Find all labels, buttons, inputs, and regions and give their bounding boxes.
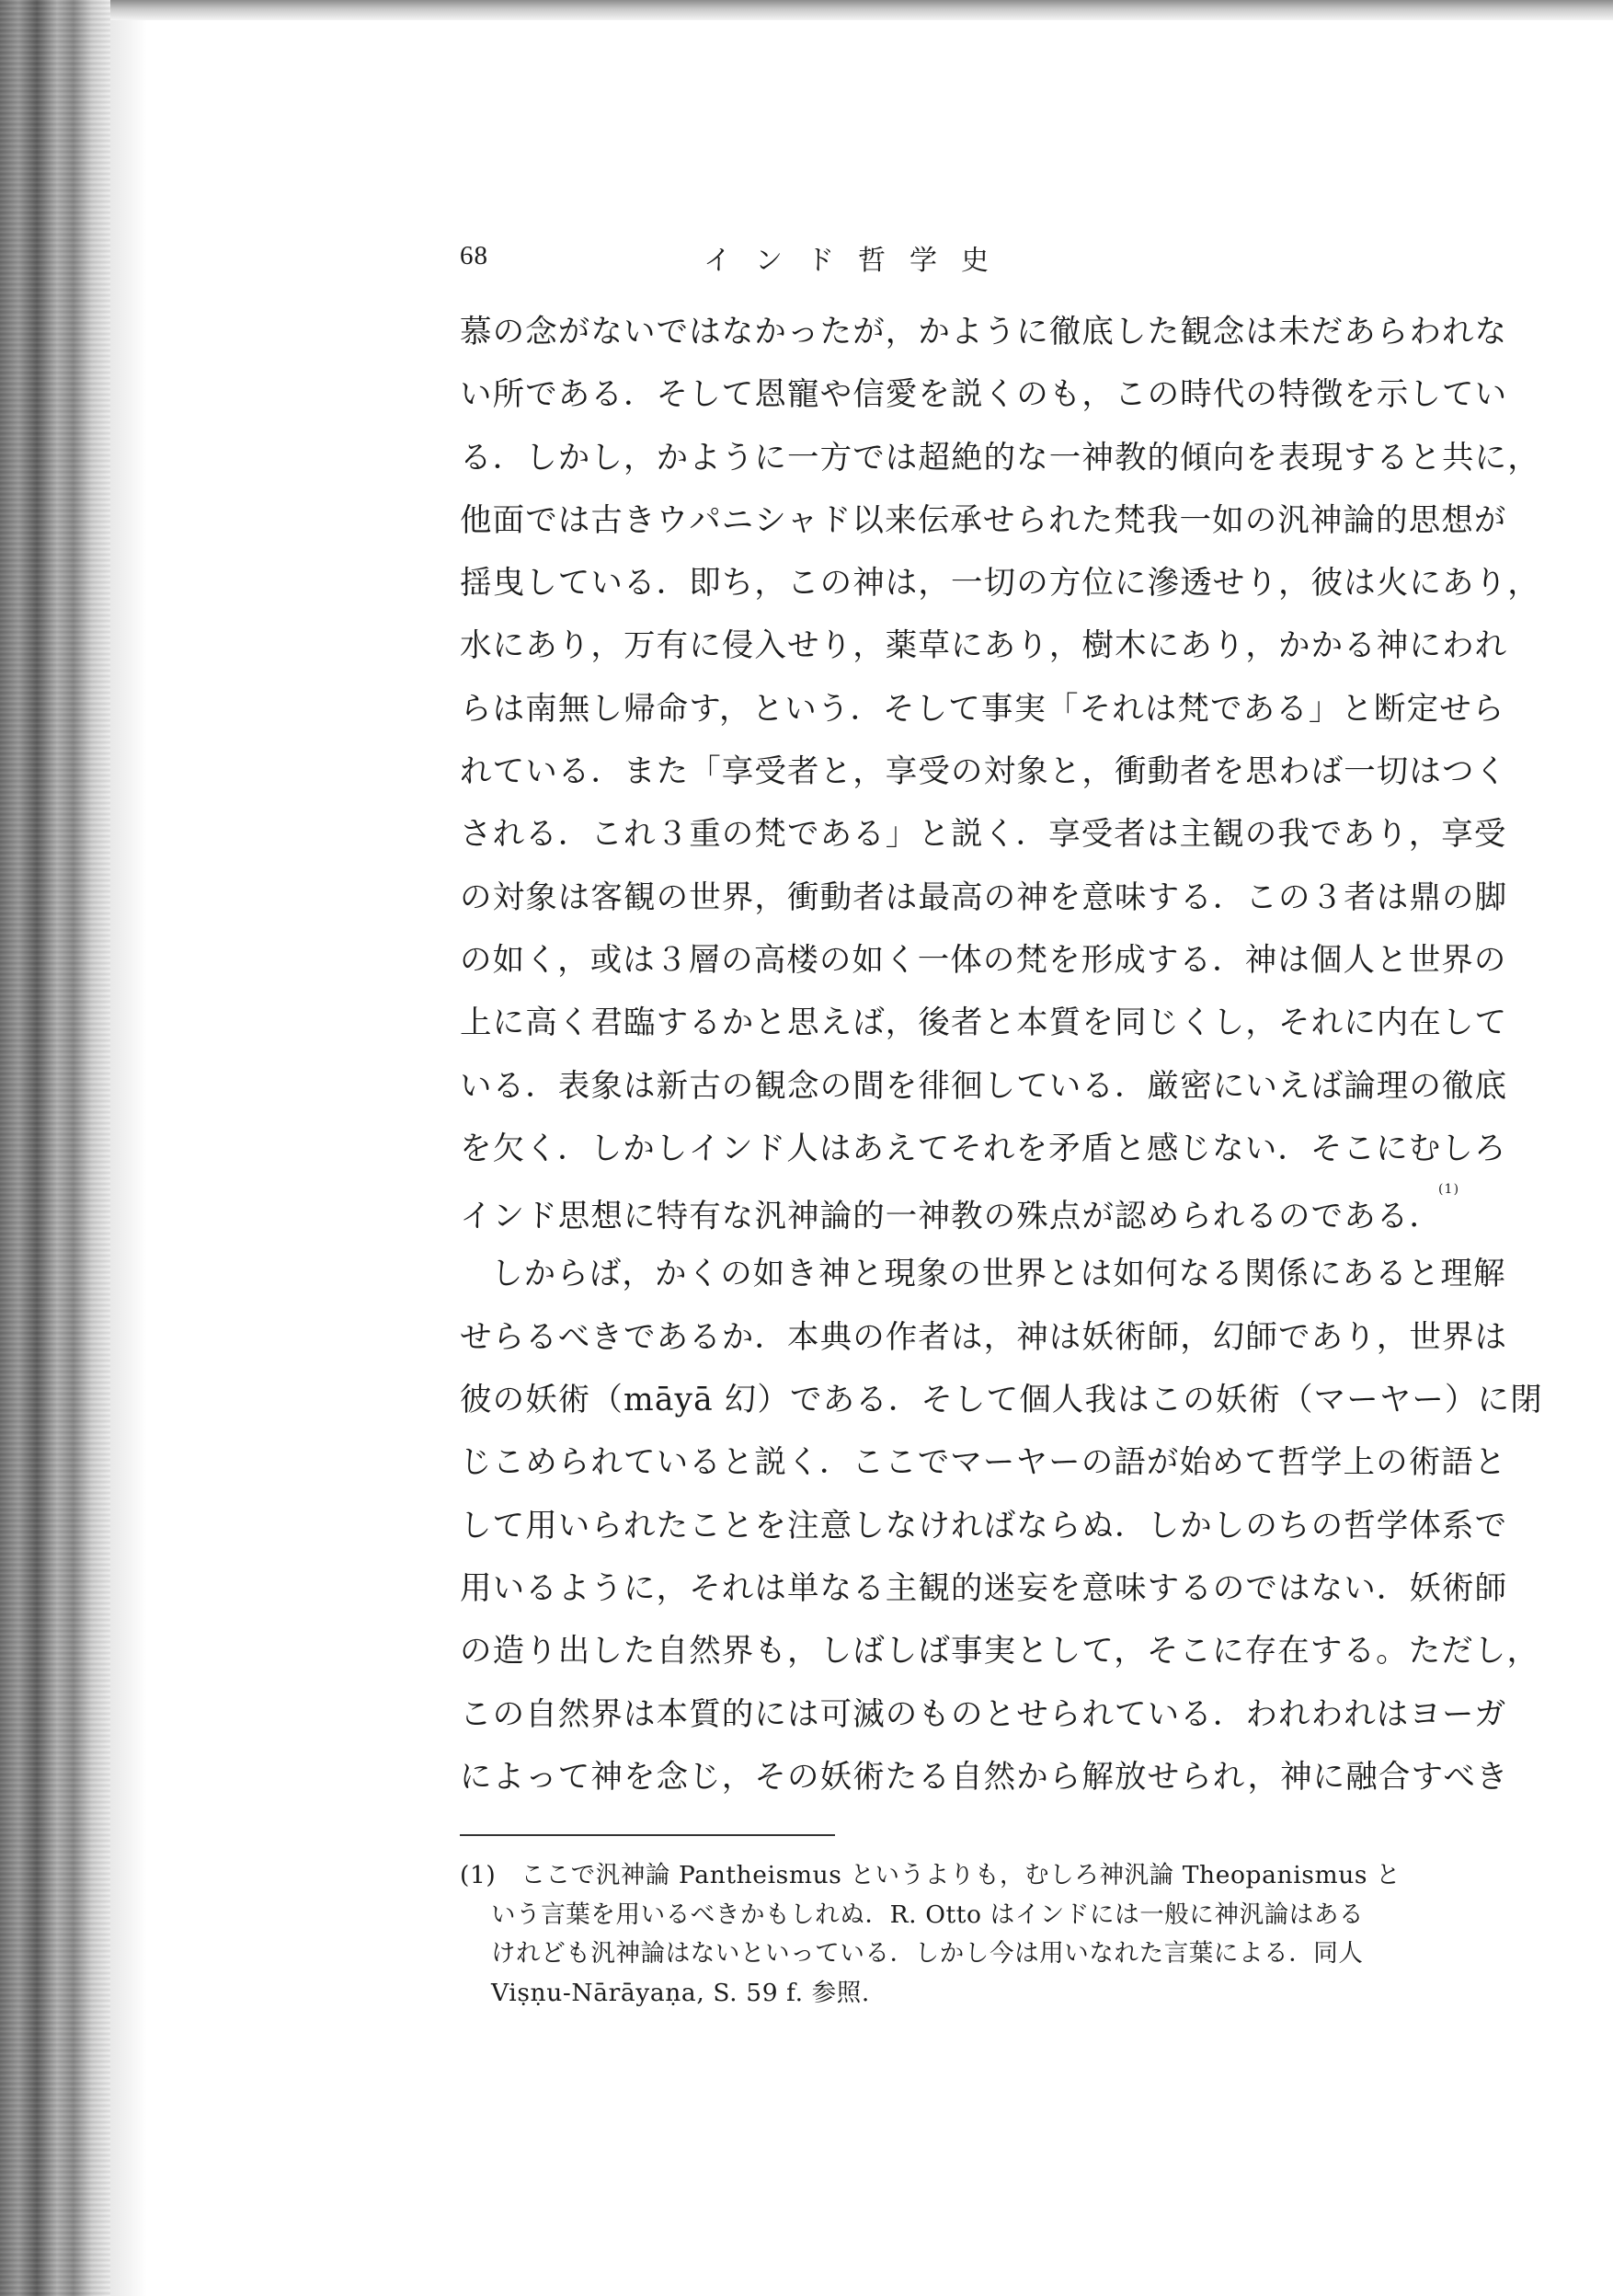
body-line: 用いるように，それは単なる主観的迷妄を意味するのではない．妖術師 — [460, 1569, 1508, 1607]
footnotes — [460, 1856, 1582, 2013]
body-line: 揺曳している．即ち，この神は，一切の方位に滲透せり，彼は火にあり， — [460, 565, 1540, 603]
body-line-text: インド思想に特有な汎神論的一神教の殊点が認められるのである． — [460, 1198, 1442, 1235]
body-line: 彼の妖術（māyā 幻）である．そして個人我はこの妖術（マーヤー）に閉 — [460, 1382, 1543, 1419]
body-line-with-footnote-ref — [460, 1180, 1573, 1243]
body-line: じこめられていると説く．ここでマーヤーの語が始めて哲学上の術語と — [460, 1444, 1507, 1482]
footnote-line: Viṣṇu-Nārāyaṇa, S. 59 f. 参照. — [491, 1978, 870, 2007]
body-line: いる．表象は新古の観念の間を徘徊している．厳密にいえば論理の徹底 — [460, 1067, 1508, 1105]
body-line: い所である．そして恩寵や信愛を説くのも，この時代の特徴を示してい — [460, 376, 1508, 414]
footnote-line: いう言葉を用いるべきかもしれぬ．R. Otto はインドには一般に神汎論はある — [491, 1900, 1365, 1929]
body-line: の造り出した自然界も，しばしば事実として，そこに存在する。ただし， — [460, 1633, 1540, 1670]
body-line: の如く，或は３層の高楼の如く一体の梵を形成する．神は個人と世界の — [460, 941, 1507, 979]
body-line: を欠く．しかしインド人はあえてそれを矛盾と感じない．そこにむしろ — [460, 1130, 1507, 1167]
body-line: 水にあり，万有に侵入せり，薬草にあり，樹木にあり，かかる神にわれ — [460, 627, 1508, 665]
page-number: 68 — [460, 241, 488, 270]
body-line: この自然界は本質的には可滅のものとせられている．われわれはヨーガ — [460, 1695, 1507, 1733]
body-line: 上に高く君臨するかと思えば，後者と本質を同じくし，それに内在して — [460, 1004, 1508, 1042]
body-line: して用いられたことを注意しなければならぬ．しかしのちの哲学体系で — [460, 1507, 1508, 1544]
body-line: れている．また「享受者と，享受の対象と，衝動者を思わば一切はつく — [460, 753, 1508, 791]
body-line: によって神を念じ，その妖術たる自然から解放せられ，神に融合すべき — [460, 1758, 1509, 1796]
body-line: せらるべきであるか．本典の作者は，神は妖術師，幻師であり，世界は — [460, 1318, 1508, 1356]
body-line: 他面では古きウパニシャド以来伝承せられた梵我一如の汎神論的思想が — [460, 501, 1507, 539]
body-line-paragraph-start: しからば，かくの如き神と現象の世界とは如何なる関係にあると理解 — [491, 1256, 1506, 1293]
footnote-line: けれども汎神論はないといっている．しかし今は用いなれた言葉による．同人 — [491, 1939, 1364, 1968]
body-line: 慕の念がないではなかったが，かように徹底した観念は未だあらわれな — [460, 314, 1508, 350]
running-title: インド哲学史 — [704, 245, 1012, 277]
body-line: の対象は客観の世界，衝動者は最高の神を意味する．この３者は鼎の脚 — [460, 878, 1508, 916]
page-gutter-shadow — [110, 20, 147, 2296]
scan-binding-edge — [0, 0, 110, 2296]
footnote-line: (1) ここで汎神論 Pantheismus というよりも，むしろ神汎論 Theopanismus と — [460, 1861, 1401, 1889]
body-text — [460, 301, 1573, 1808]
body-line: らは南無し帰命す，という．そして事実「それは梵である」と断定せら — [460, 690, 1505, 728]
page-header — [460, 241, 1563, 278]
body-line: される．これ３重の梵である」と説く．享受者は主観の我であり，享受 — [460, 816, 1507, 854]
scan-top-edge — [0, 0, 1613, 20]
footnote-divider — [460, 1834, 835, 1836]
body-line: る．しかし，かように一方では超絶的な一神教的傾向を表現すると共に， — [460, 439, 1540, 476]
footnote-reference: (1) — [1438, 1182, 1460, 1198]
